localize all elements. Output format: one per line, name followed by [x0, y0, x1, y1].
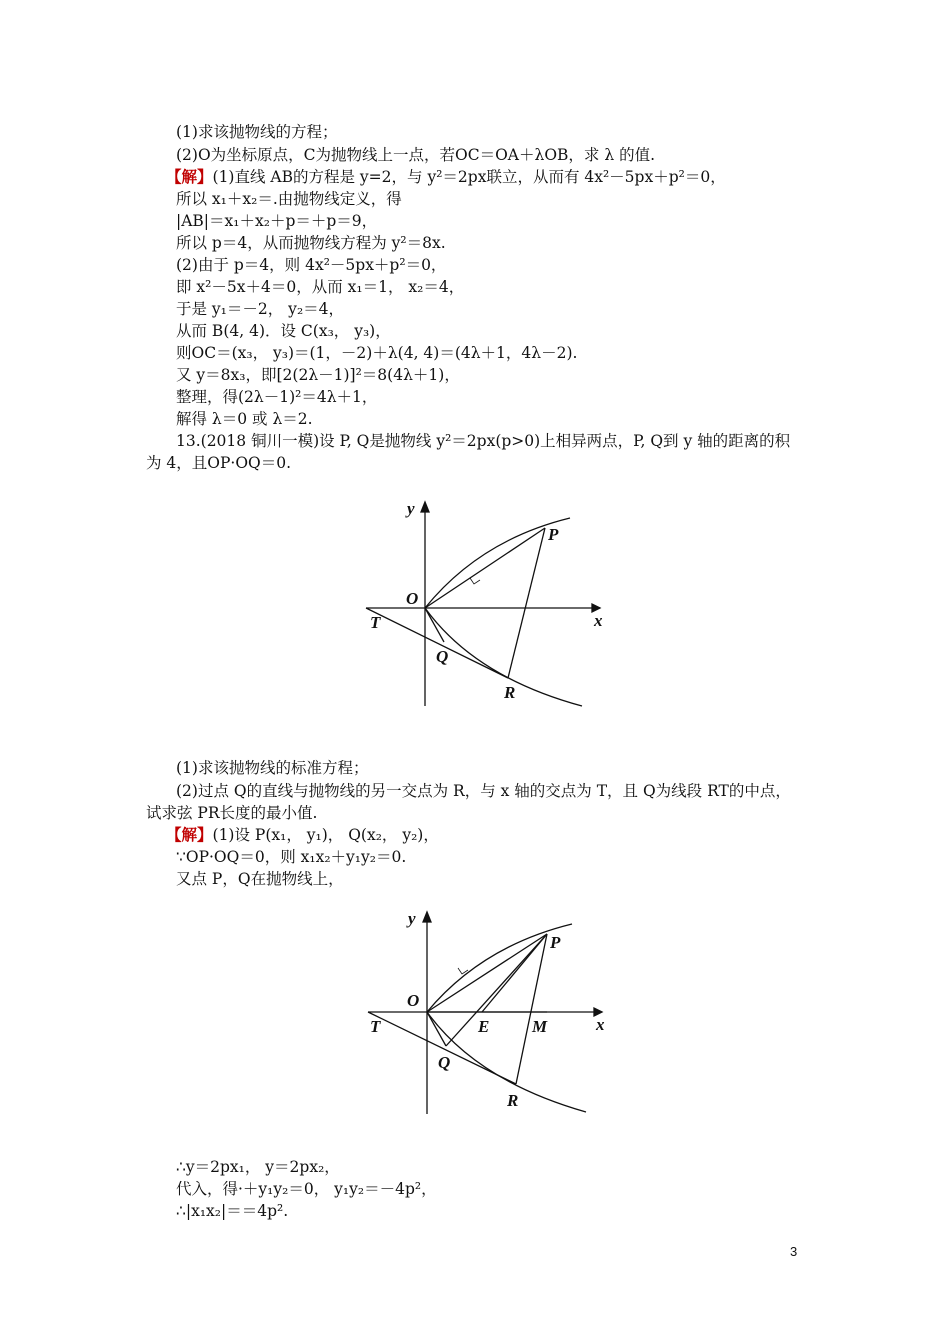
parabola-figure-2: [362, 906, 612, 1118]
question-1: (1)求该抛物线的方程；: [176, 123, 338, 141]
label-r: R: [507, 1091, 519, 1110]
page-number: 3: [790, 1244, 798, 1259]
line-tr: [366, 608, 508, 678]
solution-line: 则OC＝(x₃， y₃)＝(1，－2)＋λ(4, 4)＝(4λ＋1，4λ－2).: [176, 344, 578, 362]
solution-line: 于是 y₁＝－2， y₂＝4，: [176, 300, 345, 318]
label-e: E: [478, 1017, 490, 1036]
solution-line: |AB|＝x₁＋x₂＋p＝＋p＝9，: [176, 212, 378, 230]
problem-13-line-2: 为 4，且OP·OQ＝0.: [146, 454, 292, 472]
question-2: (2)O为坐标原点，C为抛物线上一点，若OC＝OA＋λOB，求 λ 的值.: [176, 146, 656, 164]
segment-op: [425, 528, 545, 608]
solution-line: 整理，得(2λ－1)²＝4λ＋1，: [176, 388, 378, 406]
solution-line: 所以 x₁＋x₂＝.由抛物线定义，得: [176, 190, 402, 208]
solution-line: 解得 λ＝0 或 λ＝2.: [176, 410, 313, 428]
solution-line: ∴|x₁x₂|＝＝4p².: [176, 1202, 289, 1220]
label-q: Q: [436, 647, 449, 666]
right-angle-mark: [470, 578, 480, 584]
solution-line: 又 y＝8x₃，即[2(2λ－1)]²＝8(4λ＋1)，: [176, 366, 460, 384]
segment-pr: [516, 934, 547, 1084]
label-p: P: [550, 933, 561, 952]
solution-line: [166, 824, 439, 846]
label-o: O: [406, 589, 419, 608]
line-tr: [368, 1012, 516, 1084]
label-p: P: [548, 525, 559, 544]
solution-text: (1)直线 AB的方程是 y=2，与 y²＝2px联立，从而有 4x²－5px＋p²＝0，: [212, 168, 726, 186]
label-t: T: [370, 613, 381, 632]
label-x: x: [594, 611, 603, 630]
solution-line: (2)由于 p＝4，则 4x²－5px＋p²＝0，: [176, 256, 447, 274]
label-y: y: [407, 499, 415, 518]
solution-tag: 【解】: [166, 167, 213, 186]
segment-oq: [425, 608, 444, 642]
label-x: x: [596, 1015, 605, 1034]
solution-line: [166, 166, 726, 188]
solution-line: ∴y＝2px₁， y＝2px₂，: [176, 1158, 340, 1176]
parabola-figure-1: [360, 492, 610, 712]
solution-line: ∵OP·OQ＝0，则 x₁x₂＋y₁y₂＝0.: [176, 848, 407, 866]
solution-text: (1)设 P(x₁， y₁)， Q(x₂， y₂)，: [212, 826, 439, 844]
solution-line: 又点 P，Q在抛物线上，: [176, 870, 344, 888]
label-r: R: [504, 683, 516, 702]
problem-13-line-1: 13.(2018 铜川一模)设 P, Q是抛物线 y²＝2px(p>0)上相异两点，P, Q到 y 轴的距离的积: [176, 432, 791, 450]
question-1: (1)求该抛物线的标准方程；: [176, 759, 369, 777]
solution-line: 代入，得·＋y₁y₂＝0， y₁y₂＝－4p²，: [176, 1180, 437, 1198]
solution-line: 即 x²－5x＋4＝0，从而 x₁＝1， x₂＝4，: [176, 278, 465, 296]
segment-pe: [482, 934, 547, 1012]
solution-line: 从而 B(4, 4)．设 C(x₃， y₃)，: [176, 322, 391, 340]
solution-line: 所以 p＝4，从而抛物线方程为 y²＝8x.: [176, 234, 446, 252]
question-2-cont: 试求弦 PR长度的最小值.: [146, 804, 318, 822]
segment-pr: [508, 528, 545, 678]
solution-tag: 【解】: [166, 825, 213, 844]
label-m: M: [532, 1017, 548, 1036]
label-t: T: [370, 1017, 381, 1036]
question-2: (2)过点 Q的直线与抛物线的另一交点为 R，与 x 轴的交点为 T，且 Q为线段 RT的中点，: [176, 782, 791, 800]
y-axis-arrow: [421, 502, 429, 512]
label-q: Q: [438, 1053, 451, 1072]
segment-oq: [427, 1012, 446, 1046]
label-y: y: [408, 909, 416, 928]
label-o: O: [407, 991, 420, 1010]
y-axis-arrow: [423, 912, 431, 922]
